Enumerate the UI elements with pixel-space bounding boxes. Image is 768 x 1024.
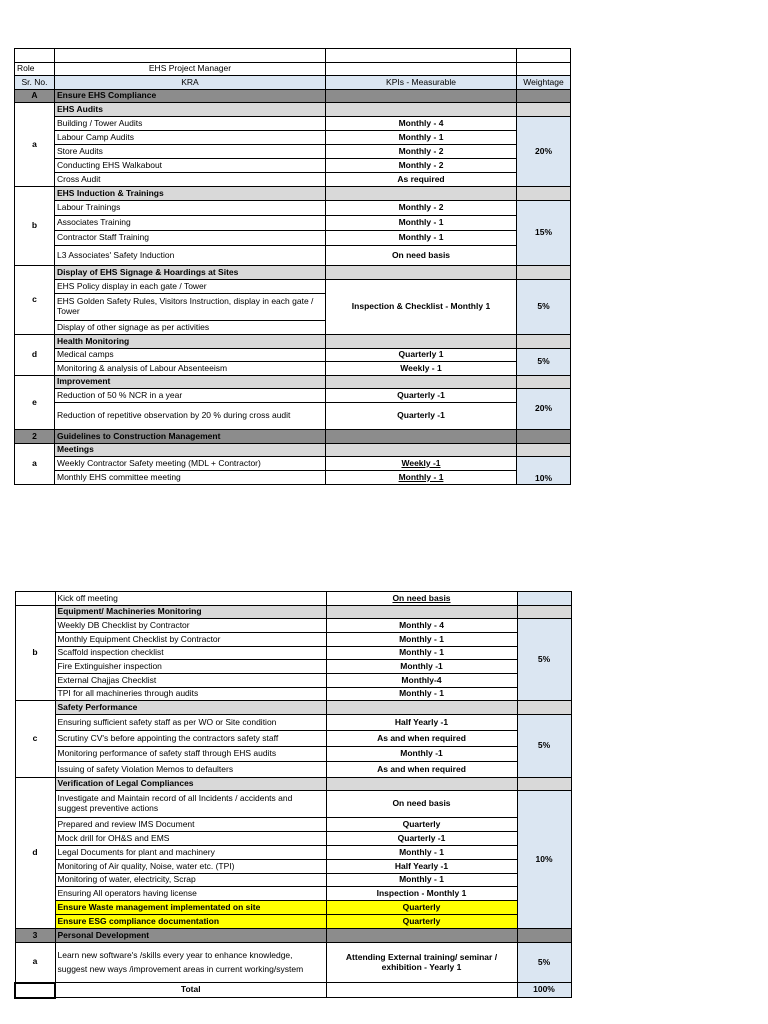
kra-cell: Building / Tower Audits [55, 117, 326, 131]
kra-cell: Monitoring performance of safety staff through EHS audits [55, 747, 326, 762]
role-value: EHS Project Manager [55, 63, 326, 76]
kpi-cell: On need basis [326, 791, 517, 818]
kpi-cell: Monthly - 2 [326, 145, 517, 159]
col-srno-header: Sr. No. [15, 76, 55, 90]
role-row [15, 63, 571, 76]
col-weightage-header: Weightage [517, 76, 571, 90]
kpi-cell: As and when required [326, 731, 517, 747]
kpi-cell: On need basis [326, 246, 517, 266]
group-header-row [15, 103, 571, 117]
weightage-cell: 20% [517, 389, 571, 430]
group-header-row [15, 778, 571, 791]
section-sr: A [15, 90, 55, 103]
section-row [15, 90, 571, 103]
group-title: EHS Audits [55, 103, 326, 117]
selected-cell[interactable] [15, 983, 55, 998]
kra-cell: Fire Extinguisher inspection [55, 660, 326, 674]
table-row [15, 818, 571, 832]
weightage-cell: 5% [517, 619, 571, 701]
kra-cell: Associates Training [55, 216, 326, 231]
group-sr: a [15, 444, 55, 485]
weightage-cell: 10% [517, 457, 571, 485]
kra-cell: Ensuring All operators having license [55, 887, 326, 901]
table-row [15, 791, 571, 818]
kra-cell: Cross Audit [55, 173, 326, 187]
kpi-cell: Monthly - 1 [326, 471, 517, 485]
table-row [15, 159, 571, 173]
table-row [15, 145, 571, 159]
table-row [15, 674, 571, 688]
group-sr: a [15, 103, 55, 187]
kra-cell: Medical camps [55, 349, 326, 362]
kpi-cell: Half Yearly -1 [326, 715, 517, 731]
kpi-cell: Monthly - 1 [326, 846, 517, 860]
weightage-cell: 20% [517, 117, 571, 187]
col-kpi-header: KPIs - Measurable [326, 76, 517, 90]
kra-cell: Scaffold inspection checklist [55, 647, 326, 660]
kpi-cell: Monthly -1 [326, 660, 517, 674]
kra-cell: Weekly DB Checklist by Contractor [55, 619, 326, 633]
table-row [15, 592, 571, 606]
role-label: Role [15, 63, 55, 76]
kra-cell: Ensure Waste management implementated on site [55, 901, 326, 915]
kpi-cell: Weekly -1 [326, 457, 517, 471]
group-header-row [15, 187, 571, 201]
group-title: Improvement [55, 376, 326, 389]
group-header-row [15, 376, 571, 389]
table-row [15, 887, 571, 901]
table-row [15, 471, 571, 485]
kra-cell: EHS Policy display in each gate / Tower [55, 280, 326, 294]
group-sr: d [15, 335, 55, 376]
kra-cell: Kick off meeting [55, 592, 326, 606]
kra-cell: Ensuring sufficient safety staff as per WO or Site condition [55, 715, 326, 731]
kpi-cell: Monthly - 1 [326, 216, 517, 231]
group-title: Display of EHS Signage & Hoardings at Sites [55, 266, 326, 280]
kpi-cell: Inspection - Monthly 1 [326, 887, 517, 901]
table-row [15, 943, 571, 983]
group-title: EHS Induction & Trainings [55, 187, 326, 201]
table-row [15, 660, 571, 674]
kra-cell: Contractor Staff Training [55, 231, 326, 246]
table-row [15, 389, 571, 403]
kpi-cell: Monthly - 4 [326, 619, 517, 633]
kpi-cell: Monthly - 1 [326, 874, 517, 887]
kpi-cell: Half Yearly -1 [326, 860, 517, 874]
group-sr: c [15, 701, 55, 778]
kra-cell: Labour Trainings [55, 201, 326, 216]
kra-cell: EHS Golden Safety Rules, Visitors Instruction, display in each gate / Tower [55, 294, 326, 321]
group-sr: b [15, 606, 55, 701]
table-row [15, 832, 571, 846]
group-header-row [15, 266, 571, 280]
total-weightage: 100% [517, 983, 571, 998]
kpi-cell: Monthly - 1 [326, 131, 517, 145]
group-title: Safety Performance [55, 701, 326, 715]
kra-cell: Reduction of 50 % NCR in a year [55, 389, 326, 403]
table-row [15, 349, 571, 362]
table-row [15, 874, 571, 887]
kra-cell: Investigate and Maintain record of all Incidents / accidents and suggest preventive actions [55, 791, 326, 818]
kpi-cell: Quarterly -1 [326, 403, 517, 430]
table-row [15, 731, 571, 747]
table-row [15, 246, 571, 266]
kra-cell: Ensure ESG compliance documentation [55, 915, 326, 929]
table-row [15, 747, 571, 762]
table-row [15, 362, 571, 376]
kpi-cell: Monthly - 2 [326, 159, 517, 173]
section-title: Guidelines to Construction Management [55, 430, 326, 444]
highlighted-row [15, 915, 571, 929]
section-sr: 3 [15, 929, 55, 943]
kra-cell: L3 Associates' Safety Induction [55, 246, 326, 266]
table-row [15, 647, 571, 660]
group-header-row [15, 606, 571, 619]
kra-cell: Weekly Contractor Safety meeting (MDL + Contractor) [55, 457, 326, 471]
table-row [15, 860, 571, 874]
kra-cell: Learn new software's /skills every year to enhance knowledge, suggest new ways /improvement areas in current working/system [55, 943, 326, 983]
kra-cell: Monthly Equipment Checklist by Contractor [55, 633, 326, 647]
kpi-cell: Attending External training/ seminar / exhibition - Yearly 1 [326, 943, 517, 983]
section-row [15, 430, 571, 444]
kra-cell: Monthly EHS committee meeting [55, 471, 326, 485]
col-kra-header: KRA [55, 76, 326, 90]
kra-table-part-1 [14, 48, 571, 485]
table-row [15, 688, 571, 701]
kpi-cell: Monthly -1 [326, 747, 517, 762]
weightage-cell: 15% [517, 201, 571, 266]
kra-cell: Store Audits [55, 145, 326, 159]
section-row [15, 929, 571, 943]
weightage-cell: 10% [517, 791, 571, 929]
kpi-cell: Quarterly -1 [326, 832, 517, 846]
blank-top-row [15, 49, 571, 63]
table-row [15, 131, 571, 145]
group-title: Equipment/ Machineries Monitoring [55, 606, 326, 619]
kra-cell: Display of other signage as per activities [55, 321, 326, 335]
kpi-cell: Monthly - 1 [326, 633, 517, 647]
kpi-cell: As and when required [326, 762, 517, 778]
kra-cell: TPI for all machineries through audits [55, 688, 326, 701]
kpi-cell: On need basis [326, 592, 517, 606]
table-row [15, 403, 571, 430]
kra-cell: Reduction of repetitive observation by 20 % during cross audit [55, 403, 326, 430]
weightage-cell: 5% [517, 943, 571, 983]
kpi-cell: Quarterly -1 [326, 389, 517, 403]
kpi-cell: Monthly-4 [326, 674, 517, 688]
section-sr: 2 [15, 430, 55, 444]
group-title: Verification of Legal Compliances [55, 778, 326, 791]
merged-kpi-cell: Inspection & Checklist - Monthly 1 [326, 280, 517, 335]
group-header-row [15, 335, 571, 349]
group-sr: a [15, 943, 55, 983]
kpi-cell: Monthly - 4 [326, 117, 517, 131]
table-row [15, 216, 571, 231]
kra-cell: Prepared and review IMS Document [55, 818, 326, 832]
kra-cell: Labour Camp Audits [55, 131, 326, 145]
group-title: Health Monitoring [55, 335, 326, 349]
table-row [15, 117, 571, 131]
weightage-cell: 5% [517, 715, 571, 778]
kpi-cell: Monthly - 1 [326, 688, 517, 701]
kpi-cell: Monthly - 2 [326, 201, 517, 216]
kra-cell: Monitoring of water, electricity, Scrap [55, 874, 326, 887]
kpi-cell: Quarterly [326, 818, 517, 832]
group-sr: e [15, 376, 55, 430]
kra-table-part-2 [14, 591, 572, 999]
kpi-cell: Quarterly 1 [326, 349, 517, 362]
weightage-cell: 5% [517, 349, 571, 376]
kpi-cell: Monthly - 1 [326, 647, 517, 660]
table-row [15, 846, 571, 860]
kra-cell: Monitoring of Air quality, Noise, water etc. (TPI) [55, 860, 326, 874]
kpi-cell: As required [326, 173, 517, 187]
weightage-cell: 5% [517, 280, 571, 335]
section-title: Personal Development [55, 929, 326, 943]
kpi-cell: Monthly - 1 [326, 231, 517, 246]
kra-cell: Conducting EHS Walkabout [55, 159, 326, 173]
kra-cell: Mock drill for OH&S and EMS [55, 832, 326, 846]
kra-cell: Scrutiny CV's before appointing the contractors safety staff [55, 731, 326, 747]
highlighted-row [15, 901, 571, 915]
section-title: Ensure EHS Compliance [55, 90, 326, 103]
table-row [15, 231, 571, 246]
table-row [15, 762, 571, 778]
table-row [15, 280, 571, 294]
kra-cell: External Chajjas Checklist [55, 674, 326, 688]
kra-cell: Issuing of safety Violation Memos to defaulters [55, 762, 326, 778]
group-sr: b [15, 187, 55, 266]
kpi-cell: Quarterly [326, 901, 517, 915]
column-header-row [15, 76, 571, 90]
table-row [15, 715, 571, 731]
group-sr: c [15, 266, 55, 335]
kpi-cell: Weekly - 1 [326, 362, 517, 376]
group-title: Meetings [55, 444, 326, 457]
kpi-cell: Quarterly [326, 915, 517, 929]
table-row [15, 619, 571, 633]
kra-cell: Legal Documents for plant and machinery [55, 846, 326, 860]
table-row [15, 201, 571, 216]
table-row [15, 457, 571, 471]
group-sr: d [15, 778, 55, 929]
kra-cell: Monitoring & analysis of Labour Absenteeism [55, 362, 326, 376]
group-header-row [15, 444, 571, 457]
total-label: Total [55, 983, 326, 998]
table-row [15, 173, 571, 187]
table-row [15, 633, 571, 647]
total-row [15, 983, 571, 998]
group-header-row [15, 701, 571, 715]
